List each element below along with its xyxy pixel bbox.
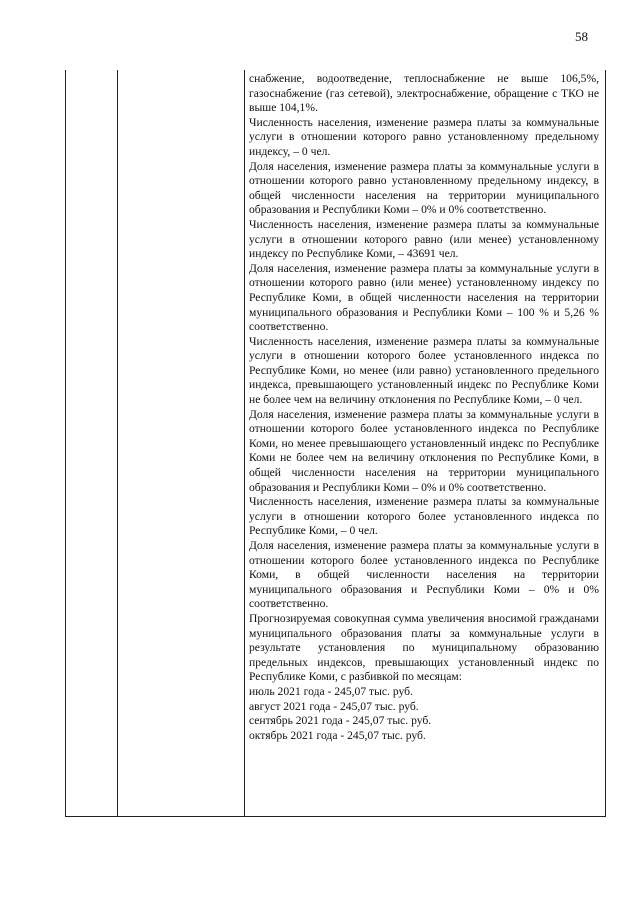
- paragraph: Численность населения, изменение размера платы за коммунальные услуги в отношении которого более установленного индекса по Республике Коми, но менее (или равно) установленного предельного индекса, превышающего установленный индекс по Республике Коми не более чем на величину отклонения по Республике Коми, – 0 чел.: [249, 334, 599, 407]
- paragraph: Доля населения, изменение размера платы за коммунальные услуги в отношении которого более установленного индекса по Республике Коми, в общей численности населения на территории муниципального образования и Республики Коми – 0% и 0% соответственно.: [249, 539, 599, 611]
- document-table: [65, 70, 606, 817]
- month-line: октябрь 2021 года - 245,07 тыс. руб.: [249, 728, 426, 742]
- paragraph: Численность населения, изменение размера платы за коммунальные услуги в отношении которого равно (или менее) установленному индексу по Республике Коми, – 43691 чел.: [249, 217, 599, 261]
- month-line: июль 2021 года - 245,07 тыс. руб.: [249, 684, 413, 698]
- page-number: 58: [575, 29, 588, 44]
- paragraph: Доля населения, изменение размера платы за коммунальные услуги в отношении которого равно установленному предельному индексу, в общей численности населения на территории муниципального образования и Республики Коми – 0% и 0% соответственно.: [249, 159, 599, 217]
- paragraph: Доля населения, изменение размера платы за коммунальные услуги в отношении которого равно (или менее) установленному индексу по Республике Коми, в общей численности населения на территории муниципального образования и Республики Коми – 100 % и 5,26 % соответственно.: [249, 261, 599, 334]
- table-cell-content: [249, 72, 599, 743]
- month-line: август 2021 года - 245,07 тыс. руб.: [249, 699, 419, 713]
- paragraph: Численность населения, изменение размера платы за коммунальные услуги в отношении которого равно установленному предельному индексу, – 0 чел.: [249, 115, 599, 158]
- paragraph: Численность населения, изменение размера платы за коммунальные услуги в отношении которого более установленного индекса по Республике Коми, – 0 чел.: [249, 495, 599, 538]
- paragraph: снабжение, водоотведение, теплоснабжение не выше 106,5%, газоснабжение (газ сетевой), электроснабжение, обращение с ТКО не выше 104,1%.: [249, 72, 599, 115]
- paragraph: Прогнозируемая совокупная сумма увеличения вносимой гражданами муниципального образования платы за коммунальные услуги в результате установления по муниципальному образованию предельных индексов, превышающих установленный индекс по Республике Коми, с разбивкой по месяцам:: [249, 611, 599, 684]
- paragraph: Доля населения, изменение размера платы за коммунальные услуги в отношении которого более установленного индекса по Республике Коми, но менее превышающего установленный индекс по Республике Коми не более чем на величину отклонения по Республике Коми, в общей численности населения на территории муниципального образования и Республики Коми – 0% и 0% соответственно.: [249, 407, 599, 494]
- month-line: сентябрь 2021 года - 245,07 тыс. руб.: [249, 714, 432, 728]
- column-divider-2: [244, 70, 245, 816]
- column-divider-1: [117, 70, 118, 816]
